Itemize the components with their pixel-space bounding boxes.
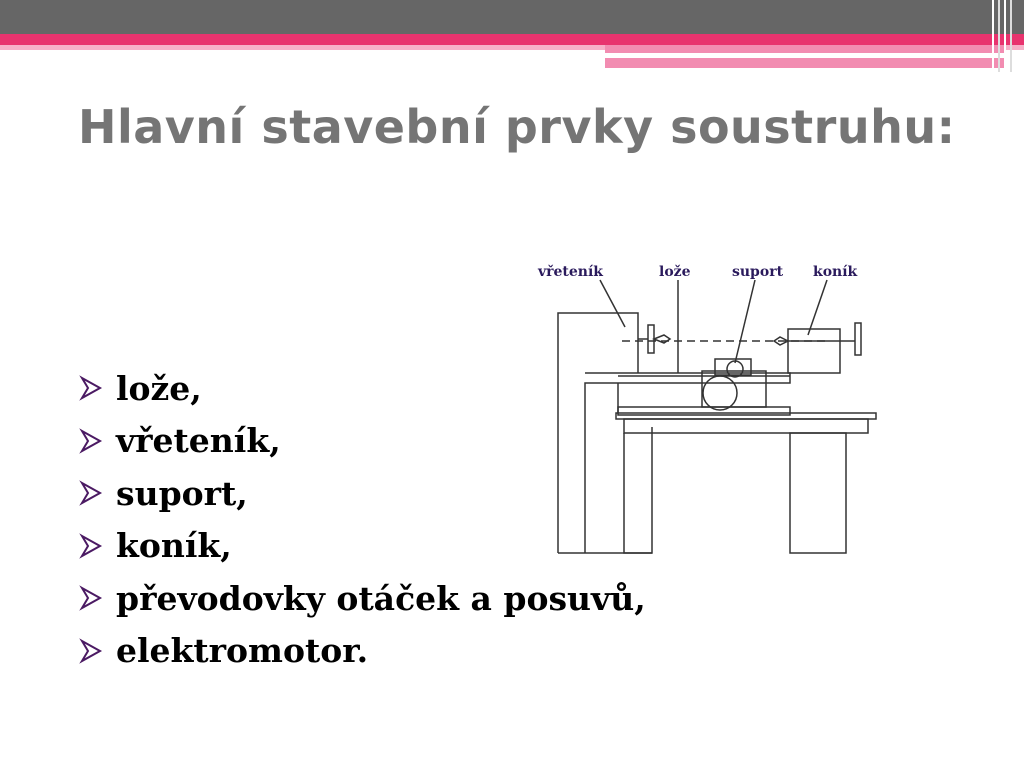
arrow-bullet-icon [78, 374, 116, 402]
arrow-bullet-icon [78, 637, 116, 665]
list-item [78, 625, 646, 678]
arrow-bullet-icon [78, 532, 116, 560]
arrow-bullet-icon [78, 479, 116, 507]
list-item-label: převodovky otáček a posuvů, [116, 578, 646, 618]
slide-title: Hlavní stavební prvky soustruhu: [78, 100, 956, 154]
list-item-label: koník, [116, 526, 232, 566]
list-item [78, 572, 646, 625]
arrow-bullet-icon [78, 584, 116, 612]
label-bed: lože [659, 264, 691, 280]
arrow-bullet-icon [78, 427, 116, 455]
label-tailstock: koník [813, 264, 858, 280]
lathe-diagram [530, 255, 880, 560]
label-carriage: suport [732, 264, 784, 280]
list-item-label: lože, [116, 368, 202, 408]
list-item-label: vřeteník, [116, 421, 281, 461]
label-headstock: vřeteník [538, 264, 603, 280]
header-stripes [0, 0, 1024, 72]
list-item-label: suport, [116, 473, 248, 513]
list-item-label: elektromotor. [116, 631, 369, 671]
